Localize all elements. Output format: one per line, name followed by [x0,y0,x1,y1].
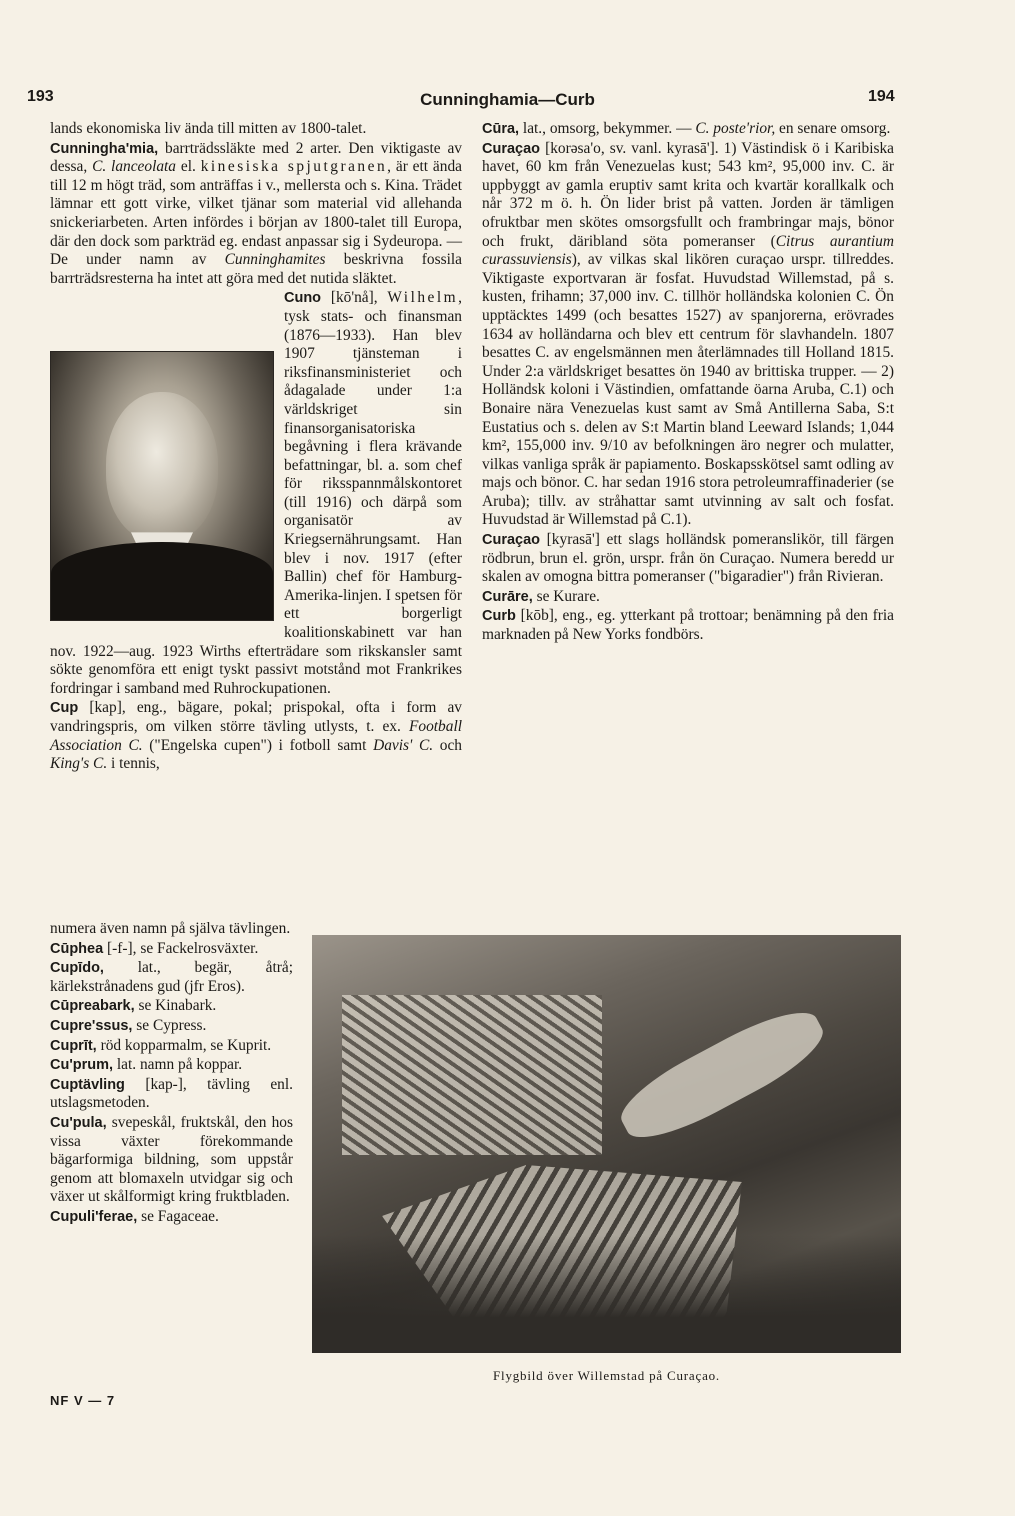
right-column [482,120,894,646]
entry-headword: Curb [482,608,516,625]
entry-cup-continuation: numera även namn på själva tävlingen. [50,920,291,937]
entry-text: lat., begär, åtrå; kärlekstrånadens gud (jfr Eros). [50,959,293,995]
entry-text: svepeskål, fruktskål, den hos vissa växter förekommande bägarformiga bildning, som uppstår genom att blomaxeln utvidgar sig och växer ut skålformigt kring fruktbladen. [50,1113,293,1206]
entry-headword: Cūra, [482,121,520,137]
entry-curare [482,588,894,607]
photo-town-area [342,995,602,1155]
entry-italic: C. lanceolata [92,158,177,176]
entry-headword: Cup [50,700,79,717]
photo-sea [312,1235,901,1353]
entry-text: [kyrasā'] ett slags holländsk pomeranslikör, till färgen rödbrun, brun el. grön, urspr. från ön Curaçao. Numera beredd ur skalen av omogna bittra pomeranser ("bigaradier") från Rivieran. [482,531,894,586]
entry-text: [kō'nå], [321,289,388,307]
entry-spaced: kinesiska spjutgranen [200,158,388,176]
entry-headword: Cūpreabark, [50,998,135,1015]
signature-mark: NF V — 7 [50,1393,116,1408]
entry-text: en senare omsorg. [775,120,891,137]
page-number-right: 194 [868,88,895,105]
entry-cuno [50,289,462,698]
photo-harbor-channel [611,997,833,1153]
entry-headword: Cuptävling [50,1076,125,1093]
entry-cupreabark [50,997,293,1016]
entry-cura [482,120,894,139]
entry-cup [50,699,462,773]
entry-headword: Cūphea [50,940,104,957]
entry-text: [kap], eng., bägare, pokal; prispokal, ofta i form av vandringspris, om vilken större tävling utlysts, t. ex. [50,699,462,735]
entry-text: se Kurare. [532,587,600,605]
entry-cuphea [50,940,293,959]
entry-italic: King's C. [50,755,108,773]
entry-cupressus [50,1017,293,1036]
entry-text: röd kopparmalm, se Kuprit. [96,1036,272,1054]
entry-text: lat., omsorg, bekymmer. — [519,120,696,137]
entry-italic: Football Association C. [50,718,462,754]
aerial-photo-willemstad [312,935,901,1353]
running-head: Cunninghamia—Curb [420,90,595,109]
page-number-left: 193 [27,88,54,105]
entry-text: [korəsa'o, sv. vanl. kyrasā']. 1) Västindisk ö i Karibiska havet, 60 km från Venezuelas kust; 543 km², 95,000 inv. C. är uppbyggt av gamla eruptiv samt krita och kvartär korallkalk och når 372 m ö. h. Ön lider brist på vatten. Jorden är tämligen ofruktbar men skötes omsorgsfullt och frambringar majs, bönor och frukt, däribland söta pomeranser ( [482,139,894,250]
entry-text: [kōb], eng., eg. ytterkant på trottoar; benämning på den fria marknaden på New Yorks fondbörs. [482,607,894,644]
left-column [50,120,462,775]
entry-text: lat. namn på koppar. [113,1056,243,1074]
entry-cuprum [50,1056,293,1075]
entry-cuprit [50,1037,293,1056]
entry-headword: Curaçao [482,140,541,157]
entry-cuptavling [50,1076,293,1113]
entry-cupula [50,1114,293,1207]
entry-text: se Cypress. [132,1016,207,1034]
entry-italic: Davis' C. [373,736,434,754]
entry-text: se Fagaceae. [137,1207,219,1225]
bottom-left-column [50,920,293,1228]
portrait-face [106,392,218,542]
entry-text: ("Engelska cupen") i fotboll samt [142,736,374,754]
entry-text: och [433,736,462,754]
entry-headword: Curaçao [482,532,541,549]
paragraph-continuation: lands ekonomiska liv ända till mitten av 1800-talet. [50,120,367,137]
entry-text: el. [176,158,201,176]
entry-curacao-island [482,140,894,530]
entry-headword: Cupīdo, [50,960,104,977]
entry-headword: Cu'prum, [50,1057,114,1074]
entry-headword: Cunningha'mia, [50,140,159,157]
entry-spaced: Wilhelm [387,289,459,307]
entry-headword: Cupuli'ferae, [50,1208,138,1225]
portrait-suit [51,542,273,620]
entry-headword: Cupre'ssus, [50,1017,133,1034]
entry-text: barrträdssläkte med 2 arter. Den viktigaste av dessa, [50,139,462,176]
entry-text: ), av vilkas skal likören curaçao urspr. tillreddes. Viktigaste exportvaran är fosfat. Huvudstad Willemstad, på s. kusten, frihamn; 37,000 inv. C. tillhör holländska kolonien C. Ön upptäcktes 1499 (och besattes 1527) av spanjorerna, erövrades 1634 av holländarna och blev ett centrum för slavhandeln. 1807 besattes C. av engelsmännen men återlämnades till Holland 1815. Under 2:a världskriget besattes ön 1940 av brittiska trupper. — 2) Holländsk koloni i Västindien, omfattande öarna Aruba, C.1) och Bonaire nära Venezuelas kust samt av Små Antillerna Saba, S:t Eustatius och s. delen av S:t Martin bland Leeward Islands; 1,044 km², 155,000 inv. 9/10 av befolkningen äro negrer och mulatter, vilkas vanliga språk är papiamento. Boskapsskötsel samt odling av majs och bönor. C. har sedan 1916 stora petroleumraffinaderier (se Aruba); tillv. av stråhattar samt utvinning av salt och fosfat. Huvudstad är Willemstad på C.1). [482,251,894,529]
entry-italic: C. poste'rior, [695,120,776,137]
entry-italic: Cunninghamites [224,251,326,269]
entry-cupuliferae [50,1208,293,1227]
entry-headword: Cuprīt, [50,1037,97,1054]
entry-cupido [50,959,293,996]
entry-text: , är ett ända till 12 m högt träd, som anträffas i v., mellersta och s. Kina. Trädet lämnar ett gott virke, vilket tjänar som material vid allehanda snickeriarbeten. Arten infördes i början av 1800-talet till Europa, där den dock som parkträd eg. endast anpassar sig i Sydeuropa. — De under namn av [50,158,462,269]
entry-cunninghamia [50,140,462,289]
entry-italic: Citrus aurantium curassuviensis [482,232,894,269]
entry-headword: Cu'pula, [50,1114,107,1131]
entry-text: i tennis, [107,755,160,773]
entry-headword: Curāre, [482,588,533,605]
entry-text: [kap-], tävling enl. utslagsmetoden. [50,1075,293,1112]
entry-text: , tysk stats- och finansman (1876—1933). Han blev 1907 tjänsteman i riksfinansministeriet och ådagalade under 1:a världskriget sin finansorganisatoriska begåvning i flera krävande befattningar, bl. a. som chef för riksspannmålskontoret (till 1916) och därpå som organisatör av Kriegsernährungsamt. Han blev i nov. 1917 (efter Ballin) chef för Hamburg-Amerika-linjen. I spetsen för ett borgerligt koalitionskabinett var han nov. 1922—aug. 1923 Wirths efterträdare som rikskansler samt sökte genomföra ett enigt tyskt passivt motstånd mot Frankrikes fordringar i samband med Ruhrockupationen. [50,289,462,697]
entry-text: beskrivna fossila barrträdsresterna ha intet att göra med det nutida släktet. [50,251,462,287]
entry-text: [-f-], se Fackelrosväxter. [103,939,259,957]
portrait-photo-cuno [50,351,274,621]
photo-caption: Flygbild över Willemstad på Curaçao. [493,1368,720,1383]
entry-headword: Cuno [284,290,322,307]
entry-curb [482,607,894,644]
entry-text: se Kinabark. [134,997,217,1015]
entry-curacao-liqueur [482,531,894,587]
